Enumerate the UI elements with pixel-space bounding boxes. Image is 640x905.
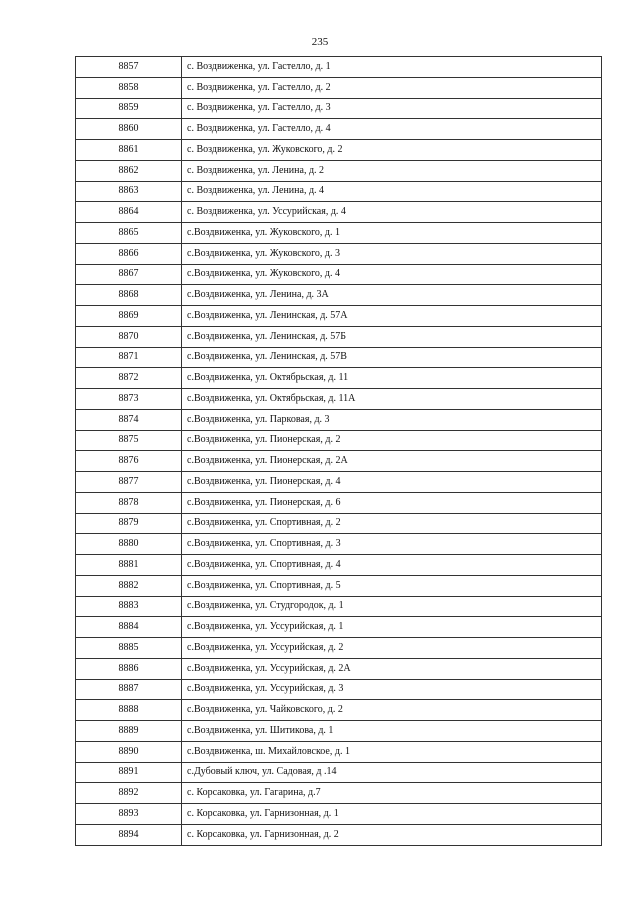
table-row: [76, 264, 602, 285]
page-number: 235: [311, 36, 329, 48]
table-row: [76, 202, 602, 223]
row-number-cell: 8874: [76, 409, 182, 430]
table-row: [76, 368, 602, 389]
address-cell: с. Корсаковка, ул. Гарнизонная, д. 2: [182, 824, 602, 845]
table-row: [76, 617, 602, 638]
address-cell: с. Воздвиженка, ул. Гастелло, д. 4: [182, 119, 602, 140]
row-number-cell: 8882: [76, 575, 182, 596]
address-cell: с.Воздвиженка, ул. Спортивная, д. 4: [182, 555, 602, 576]
address-cell: с.Воздвиженка, ул. Спортивная, д. 5: [182, 575, 602, 596]
row-number-cell: 8889: [76, 721, 182, 742]
table-row: [76, 596, 602, 617]
address-cell: с.Воздвиженка, ул. Чайковского, д. 2: [182, 700, 602, 721]
address-cell: с.Воздвиженка, ул. Пионерская, д. 6: [182, 492, 602, 513]
address-cell: с. Корсаковка, ул. Гарнизонная, д. 1: [182, 804, 602, 825]
address-cell: с.Воздвиженка, ул. Пионерская, д. 4: [182, 472, 602, 493]
table-row: [76, 492, 602, 513]
table-row: [76, 57, 602, 78]
table-row: [76, 658, 602, 679]
address-cell: с.Воздвиженка, ул. Уссурийская, д. 3: [182, 679, 602, 700]
address-cell: с.Воздвиженка, ул. Пионерская, д. 2: [182, 430, 602, 451]
table-row: [76, 783, 602, 804]
row-number-cell: 8881: [76, 555, 182, 576]
table-row: [76, 762, 602, 783]
address-cell: с.Воздвиженка, ул. Уссурийская, д. 2А: [182, 658, 602, 679]
table-row: [76, 160, 602, 181]
table-row: [76, 721, 602, 742]
row-number-cell: 8878: [76, 492, 182, 513]
row-number-cell: 8879: [76, 513, 182, 534]
address-cell: с.Воздвиженка, ул. Жуковского, д. 3: [182, 243, 602, 264]
address-cell: с.Воздвиженка, ул. Спортивная, д. 3: [182, 534, 602, 555]
row-number-cell: 8888: [76, 700, 182, 721]
row-number-cell: 8863: [76, 181, 182, 202]
address-cell: с.Воздвиженка, ул. Парковая, д. 3: [182, 409, 602, 430]
row-number-cell: 8859: [76, 98, 182, 119]
row-number-cell: 8891: [76, 762, 182, 783]
address-cell: с.Воздвиженка, ул. Уссурийская, д. 2: [182, 638, 602, 659]
table-row: [76, 824, 602, 845]
row-number-cell: 8857: [76, 57, 182, 78]
table-row: [76, 98, 602, 119]
row-number-cell: 8862: [76, 160, 182, 181]
row-number-cell: 8873: [76, 389, 182, 410]
table-row: [76, 534, 602, 555]
row-number-cell: 8886: [76, 658, 182, 679]
address-cell: с.Воздвиженка, ул. Шитикова, д. 1: [182, 721, 602, 742]
row-number-cell: 8893: [76, 804, 182, 825]
row-number-cell: 8892: [76, 783, 182, 804]
address-cell: с.Воздвиженка, ул. Ленинская, д. 57Б: [182, 326, 602, 347]
address-cell: с.Дубовый ключ, ул. Садовая, д .14: [182, 762, 602, 783]
row-number-cell: 8868: [76, 285, 182, 306]
address-cell: с.Воздвиженка, ш. Михайловское, д. 1: [182, 741, 602, 762]
address-cell: с. Корсаковка, ул. Гагарина, д.7: [182, 783, 602, 804]
address-cell: с.Воздвиженка, ул. Ленинская, д. 57А: [182, 306, 602, 327]
address-cell: с.Воздвиженка, ул. Октябрьская, д. 11: [182, 368, 602, 389]
table-row: [76, 555, 602, 576]
address-cell: с.Воздвиженка, ул. Жуковского, д. 1: [182, 223, 602, 244]
table-row: [76, 140, 602, 161]
address-cell: с.Воздвиженка, ул. Октябрьская, д. 11А: [182, 389, 602, 410]
row-number-cell: 8870: [76, 326, 182, 347]
row-number-cell: 8866: [76, 243, 182, 264]
row-number-cell: 8865: [76, 223, 182, 244]
address-table: [75, 56, 602, 846]
row-number-cell: 8867: [76, 264, 182, 285]
table-row: [76, 700, 602, 721]
row-number-cell: 8884: [76, 617, 182, 638]
row-number-cell: 8871: [76, 347, 182, 368]
address-table-body: [76, 57, 602, 846]
row-number-cell: 8877: [76, 472, 182, 493]
table-row: [76, 306, 602, 327]
address-cell: с.Воздвиженка, ул. Жуковского, д. 4: [182, 264, 602, 285]
table-row: [76, 451, 602, 472]
address-cell: с. Воздвиженка, ул. Ленина, д. 4: [182, 181, 602, 202]
table-row: [76, 223, 602, 244]
address-cell: с. Воздвиженка, ул. Гастелло, д. 2: [182, 77, 602, 98]
table-row: [76, 77, 602, 98]
table-row: [76, 513, 602, 534]
row-number-cell: 8875: [76, 430, 182, 451]
table-row: [76, 285, 602, 306]
row-number-cell: 8876: [76, 451, 182, 472]
address-cell: с. Воздвиженка, ул. Жуковского, д. 2: [182, 140, 602, 161]
table-row: [76, 243, 602, 264]
row-number-cell: 8872: [76, 368, 182, 389]
row-number-cell: 8883: [76, 596, 182, 617]
row-number-cell: 8858: [76, 77, 182, 98]
row-number-cell: 8880: [76, 534, 182, 555]
table-row: [76, 804, 602, 825]
table-row: [76, 741, 602, 762]
address-cell: с.Воздвиженка, ул. Студгородок, д. 1: [182, 596, 602, 617]
table-row: [76, 409, 602, 430]
address-cell: с. Воздвиженка, ул. Уссурийская, д. 4: [182, 202, 602, 223]
row-number-cell: 8869: [76, 306, 182, 327]
address-cell: с.Воздвиженка, ул. Спортивная, д. 2: [182, 513, 602, 534]
address-cell: с.Воздвиженка, ул. Ленинская, д. 57В: [182, 347, 602, 368]
table-row: [76, 430, 602, 451]
table-row: [76, 679, 602, 700]
row-number-cell: 8864: [76, 202, 182, 223]
table-row: [76, 326, 602, 347]
address-cell: с. Воздвиженка, ул. Гастелло, д. 1: [182, 57, 602, 78]
row-number-cell: 8860: [76, 119, 182, 140]
row-number-cell: 8885: [76, 638, 182, 659]
address-cell: с.Воздвиженка, ул. Пионерская, д. 2А: [182, 451, 602, 472]
table-row: [76, 472, 602, 493]
address-cell: с.Воздвиженка, ул. Уссурийская, д. 1: [182, 617, 602, 638]
table-row: [76, 575, 602, 596]
row-number-cell: 8861: [76, 140, 182, 161]
table-row: [76, 119, 602, 140]
address-cell: с. Воздвиженка, ул. Ленина, д. 2: [182, 160, 602, 181]
table-row: [76, 347, 602, 368]
table-row: [76, 638, 602, 659]
row-number-cell: 8894: [76, 824, 182, 845]
address-cell: с. Воздвиженка, ул. Гастелло, д. 3: [182, 98, 602, 119]
table-row: [76, 181, 602, 202]
row-number-cell: 8890: [76, 741, 182, 762]
table-row: [76, 389, 602, 410]
row-number-cell: 8887: [76, 679, 182, 700]
address-cell: с.Воздвиженка, ул. Ленина, д. 3А: [182, 285, 602, 306]
